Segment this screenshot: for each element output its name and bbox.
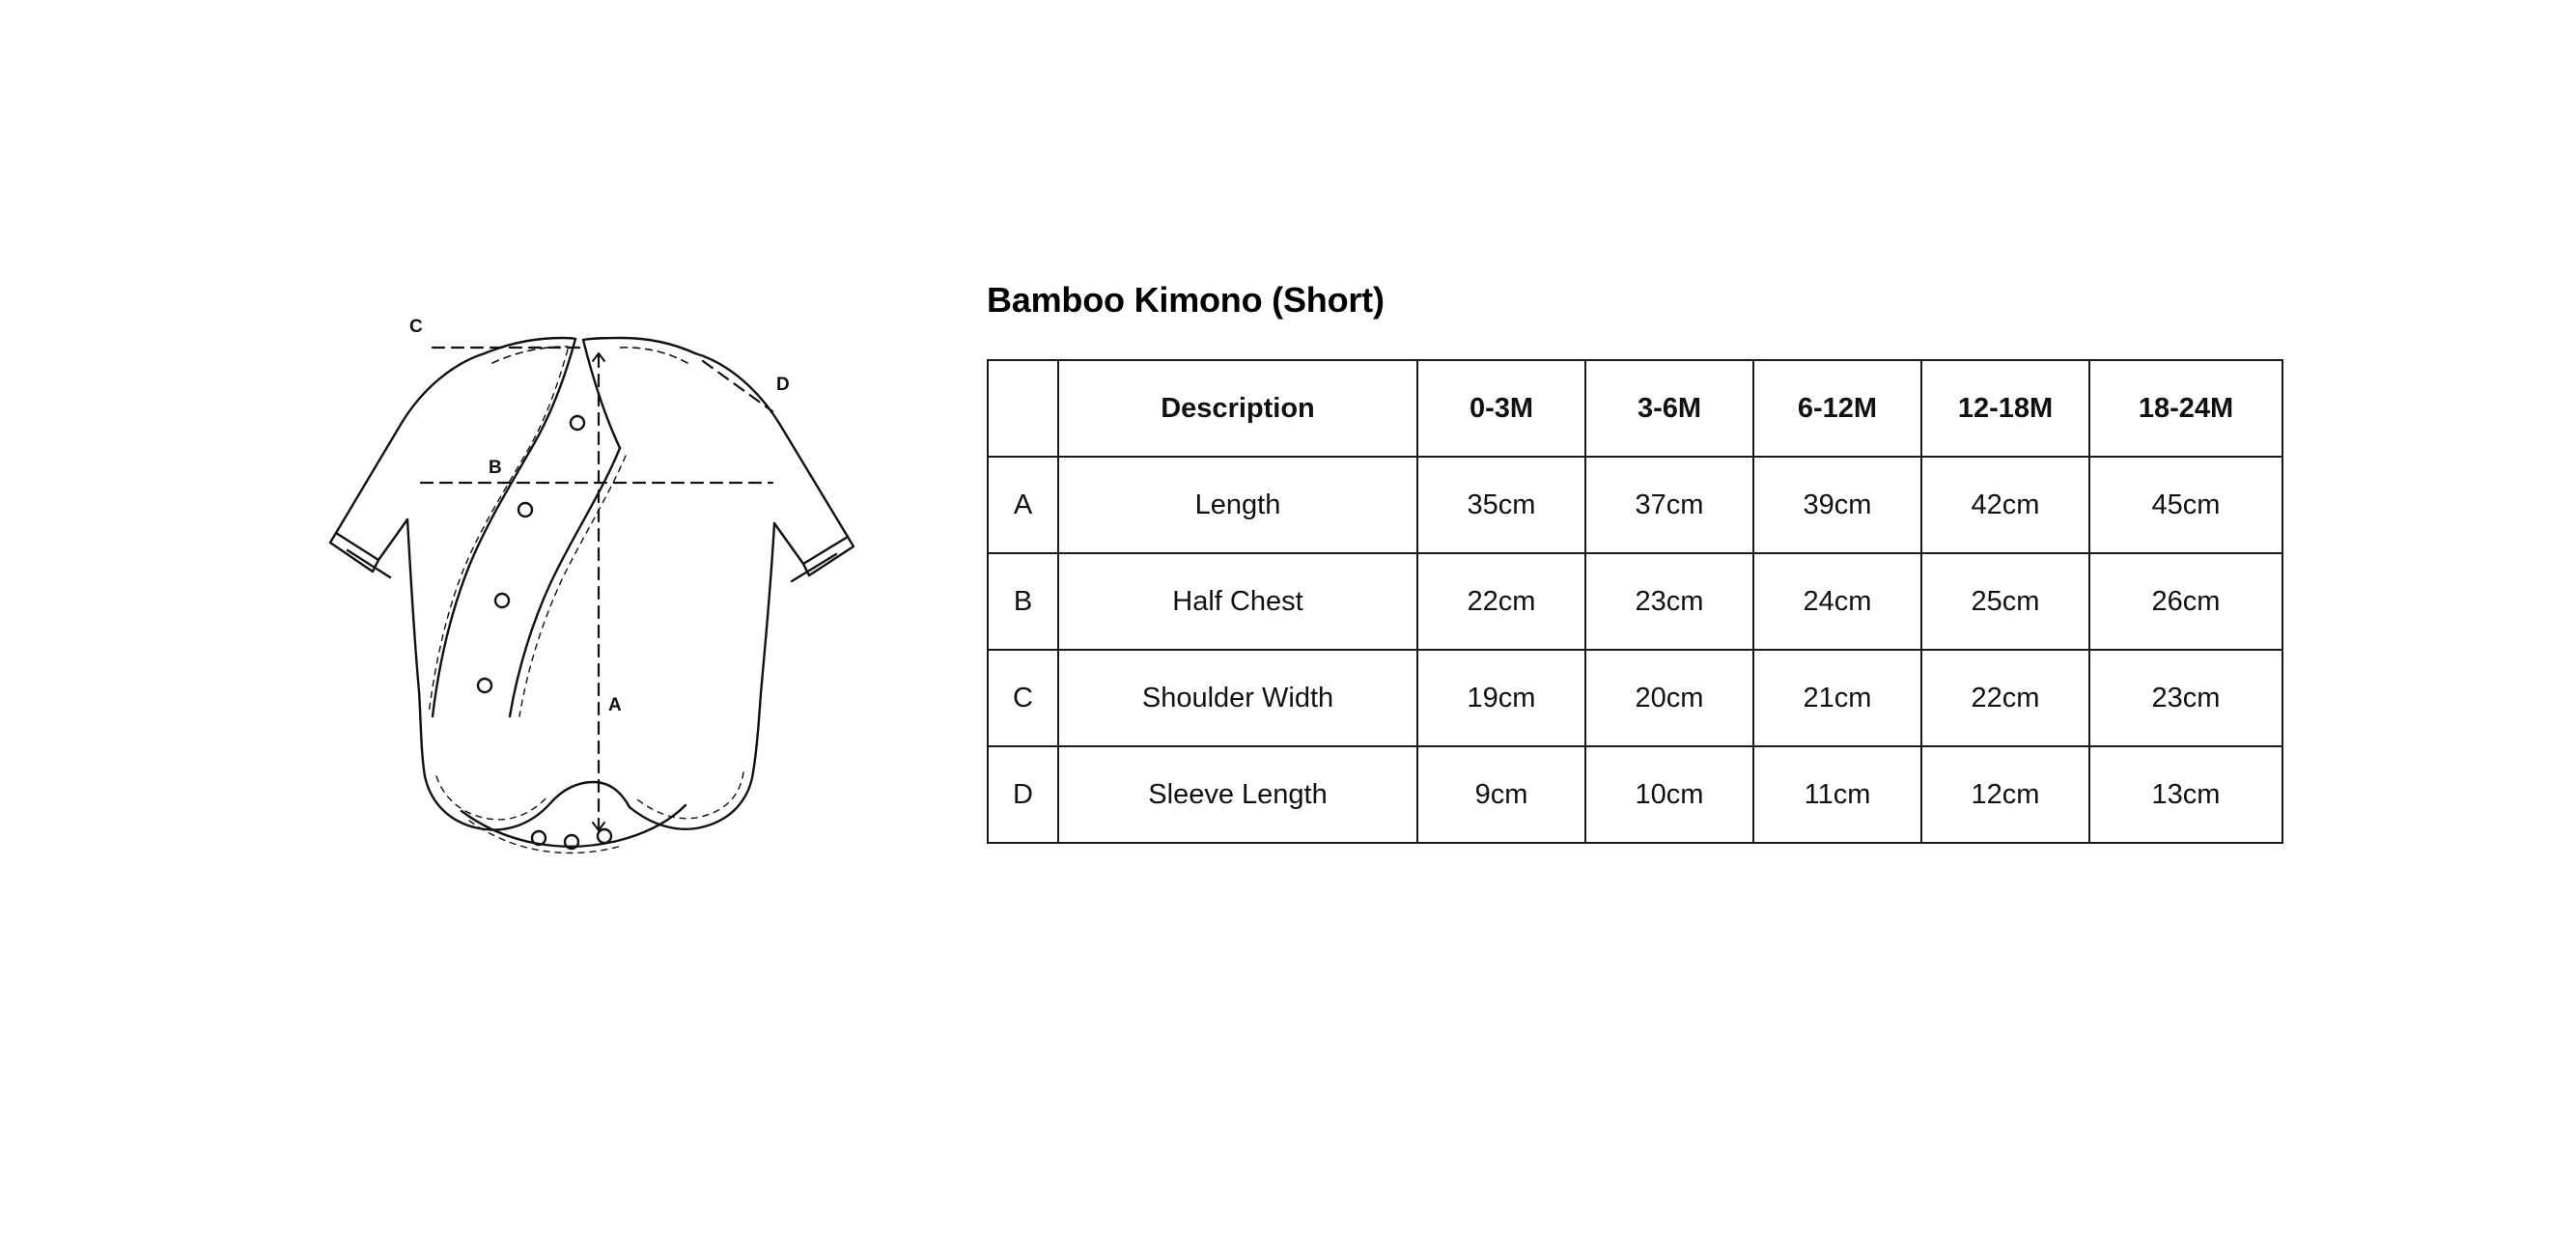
header-description: Description: [1058, 360, 1417, 457]
cell-shoulder-width-18-24m: 23cm: [2089, 650, 2282, 746]
page-title: Bamboo Kimono (Short): [987, 280, 1385, 320]
cell-sleeve-length-18-24m: 13cm: [2089, 746, 2282, 843]
cell-shoulder-width-6-12m: 21cm: [1753, 650, 1921, 746]
cell-shoulder-width-0-3m: 19cm: [1417, 650, 1585, 746]
header-key-blank: [988, 360, 1058, 457]
table-header-row: [988, 360, 2282, 457]
row-key-b: B: [988, 553, 1058, 650]
cell-shoulder-width-12-18m: 22cm: [1921, 650, 2089, 746]
marker-label-b: B: [489, 458, 502, 478]
table-row: [988, 457, 2282, 553]
marker-label-c: C: [409, 317, 423, 337]
cell-length-0-3m: 35cm: [1417, 457, 1585, 553]
header-size-12-18m: 12-18M: [1921, 360, 2089, 457]
marker-label-d: D: [776, 375, 790, 395]
row-key-a: A: [988, 457, 1058, 553]
row-key-c: C: [988, 650, 1058, 746]
cell-half-chest-0-3m: 22cm: [1417, 553, 1585, 650]
header-size-18-24m: 18-24M: [2089, 360, 2282, 457]
header-size-0-3m: 0-3M: [1417, 360, 1585, 457]
cell-sleeve-length-3-6m: 10cm: [1585, 746, 1753, 843]
row-description-half-chest: Half Chest: [1058, 553, 1417, 650]
size-chart-panel: [987, 280, 2281, 844]
header-size-3-6m: 3-6M: [1585, 360, 1753, 457]
cell-sleeve-length-0-3m: 9cm: [1417, 746, 1585, 843]
cell-shoulder-width-3-6m: 20cm: [1585, 650, 1753, 746]
row-description-sleeve-length: Sleeve Length: [1058, 746, 1417, 843]
cell-length-6-12m: 39cm: [1753, 457, 1921, 553]
cell-length-18-24m: 45cm: [2089, 457, 2282, 553]
cell-half-chest-12-18m: 25cm: [1921, 553, 2089, 650]
table-row: [988, 553, 2282, 650]
size-table: [987, 359, 2283, 844]
cell-sleeve-length-12-18m: 12cm: [1921, 746, 2089, 843]
cell-length-12-18m: 42cm: [1921, 457, 2089, 553]
cell-half-chest-6-12m: 24cm: [1753, 553, 1921, 650]
garment-illustration: [319, 270, 937, 946]
row-description-shoulder-width: Shoulder Width: [1058, 650, 1417, 746]
kimono-bodysuit-svg: [319, 270, 937, 946]
row-key-d: D: [988, 746, 1058, 843]
header-size-6-12m: 6-12M: [1753, 360, 1921, 457]
cell-length-3-6m: 37cm: [1585, 457, 1753, 553]
cell-half-chest-18-24m: 26cm: [2089, 553, 2282, 650]
marker-label-a: A: [608, 695, 622, 715]
table-row: [988, 746, 2282, 843]
table-row: [988, 650, 2282, 746]
cell-sleeve-length-6-12m: 11cm: [1753, 746, 1921, 843]
row-description-length: Length: [1058, 457, 1417, 553]
cell-half-chest-3-6m: 23cm: [1585, 553, 1753, 650]
